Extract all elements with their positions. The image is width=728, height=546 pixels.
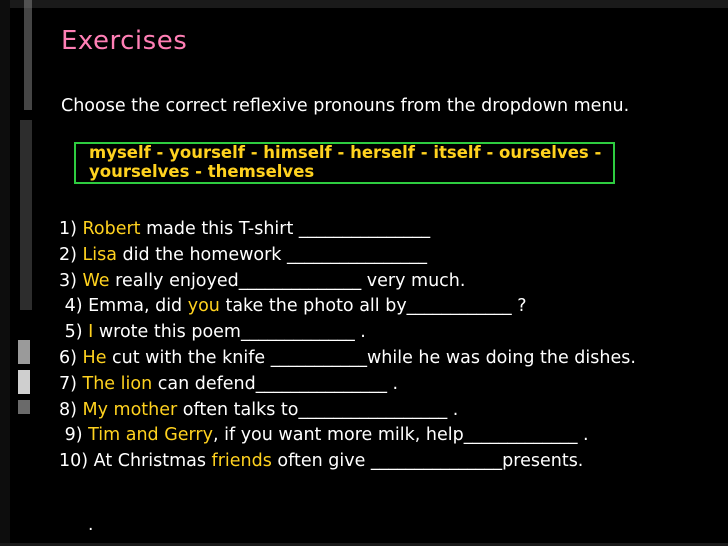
left-frame-bar xyxy=(0,0,10,546)
sentence-text: take the photo all by____________ ? xyxy=(219,296,527,317)
word-bank-box xyxy=(74,142,615,184)
sentence-text: 7) xyxy=(59,373,83,394)
sentence-text: made this T-shirt _______________ xyxy=(140,219,431,239)
sentence-subject: We xyxy=(82,270,110,291)
sentence-text: 4) Emma, did xyxy=(59,296,188,317)
sentence-text: 5) xyxy=(59,322,89,343)
sentence-subject: I xyxy=(88,322,94,343)
exercise-sentence-4 xyxy=(59,294,719,320)
exercise-sentence-7 xyxy=(59,372,719,398)
sentence-text: 9) xyxy=(59,425,89,446)
exercise-sentence-5 xyxy=(59,320,719,346)
sentence-text: 10) At Christmas xyxy=(59,451,212,472)
sentence-subject: He xyxy=(82,347,107,368)
sentence-text: , if you want more milk, help_____________ . xyxy=(212,425,589,446)
sentence-text: 6) xyxy=(59,347,83,368)
sentence-text: 1) xyxy=(59,219,83,239)
sentence-text: 3) xyxy=(59,270,83,291)
decorative-side-bars xyxy=(18,0,40,546)
sentence-text: wrote this poem_____________ . xyxy=(93,322,366,343)
sentence-subject: Tim and Gerry xyxy=(88,425,213,446)
sentence-text: can defend_______________ . xyxy=(152,373,399,394)
top-frame-bar xyxy=(0,0,728,8)
sentence-text: cut with the knife ___________while he was doing the dishes. xyxy=(106,347,636,368)
exercise-sentence-9 xyxy=(59,423,719,449)
word-bank-line: yourselves - themselves xyxy=(89,162,315,181)
instruction-text: Choose the correct reflexive pronouns from the dropdown menu. xyxy=(61,96,630,116)
word-bank-line: myself - yourself - himself - herself - itself - ourselves - xyxy=(89,143,602,162)
sentence-subject: Lisa xyxy=(82,244,117,265)
exercise-sentence-3 xyxy=(59,269,719,295)
sentence-subject: friends xyxy=(211,451,272,472)
exercise-sentence-list xyxy=(59,217,719,475)
exercise-sentence-6 xyxy=(59,346,719,372)
sentence-subject: My mother xyxy=(82,399,178,420)
trailing-period-mark: . xyxy=(88,515,94,535)
sentence-text: often give _______________presents. xyxy=(271,451,584,472)
exercise-sentence-2 xyxy=(59,243,719,269)
sentence-text: 8) xyxy=(59,399,83,420)
sentence-text: often talks to_________________ . xyxy=(177,399,459,420)
sentence-text: did the homework ________________ xyxy=(116,244,427,265)
sentence-subject: The lion xyxy=(82,373,153,394)
exercise-sentence-1 xyxy=(59,217,719,243)
exercise-sentence-10 xyxy=(59,449,719,475)
exercise-sentence-8 xyxy=(59,398,719,424)
page-title: Exercises xyxy=(61,26,188,56)
sentence-subject: Robert xyxy=(82,219,141,239)
sentence-text: 2) xyxy=(59,244,83,265)
sentence-subject: you xyxy=(187,296,220,317)
sentence-text: really enjoyed______________ very much. xyxy=(109,270,466,291)
